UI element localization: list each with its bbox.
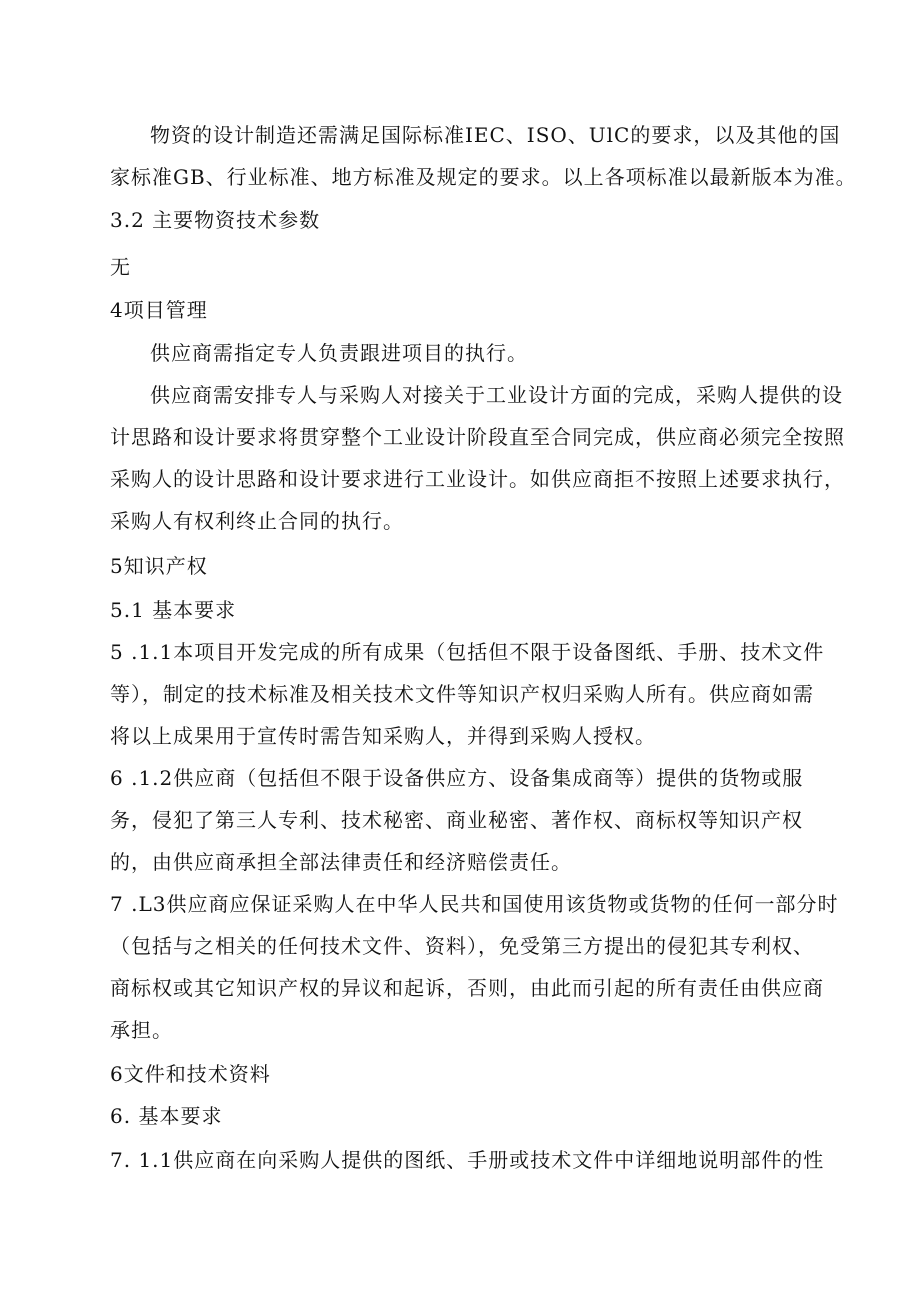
- section-heading: 6. 基本要求: [110, 1104, 223, 1128]
- section-heading: 6文件和技术资料: [110, 1062, 271, 1086]
- paragraph-line: 承担。: [110, 1018, 173, 1042]
- paragraph-line: 采购人有权利终止合同的执行。: [110, 509, 404, 533]
- paragraph-line: 的，由供应商承担全部法律责任和经济赔偿责任。: [110, 850, 572, 874]
- section-heading: 4项目管理: [110, 298, 208, 322]
- paragraph-line: 采购人的设计思路和设计要求进行工业设计。如供应商拒不按照上述要求执行，: [110, 467, 845, 491]
- paragraph-line: 无: [110, 255, 131, 279]
- section-heading: 5知识产权: [110, 554, 208, 578]
- paragraph-line: 将以上成果用于宣传时需告知采购人，并得到采购人授权。: [110, 724, 656, 748]
- paragraph-line: 物资的设计制造还需满足国际标准IEC、ISO、UlC的要求，以及其他的国: [150, 123, 841, 147]
- paragraph-line: 5 .1.1本项目开发完成的所有成果（包括但不限于设备图纸、手册、技术文件: [110, 640, 825, 664]
- section-heading: 3.2 主要物资技术参数: [110, 208, 321, 232]
- paragraph-line: 7. 1.1供应商在向采购人提供的图纸、手册或技术文件中详细地说明部件的性: [110, 1148, 825, 1172]
- paragraph-line: 商标权或其它知识产权的异议和起诉，否则，由此而引起的所有责任由供应商: [110, 976, 824, 1000]
- paragraph-line: 计思路和设计要求将贯穿整个工业设计阶段直至合同完成，供应商必须完全按照: [110, 425, 845, 449]
- paragraph-line: 家标准GB、行业标准、地方标准及规定的要求。以上各项标准以最新版本为准。: [110, 165, 857, 189]
- paragraph-line: 6 .1.2供应商（包括但不限于设备供应方、设备集成商等）提供的货物或服: [110, 766, 804, 790]
- paragraph-line: 等），制定的技术标准及相关技术文件等知识产权归采购人所有。供应商如需: [110, 682, 814, 706]
- paragraph-line: 务，侵犯了第三人专利、技术秘密、商业秘密、著作权、商标权等知识产权: [110, 808, 803, 832]
- paragraph-line: （包括与之相关的任何技术文件、资料），免受第三方提出的侵犯其专利权、: [110, 934, 814, 958]
- paragraph-line: 供应商需安排专人与采购人对接关于工业设计方面的完成，采购人提供的设: [150, 383, 843, 407]
- paragraph-line: 供应商需指定专人负责跟进项目的执行。: [150, 341, 528, 365]
- section-heading: 5.1 基本要求: [110, 598, 237, 622]
- paragraph-line: 7 .L3供应商应保证采购人在中华人民共和国使用该货物或货物的任何一部分时: [110, 892, 839, 916]
